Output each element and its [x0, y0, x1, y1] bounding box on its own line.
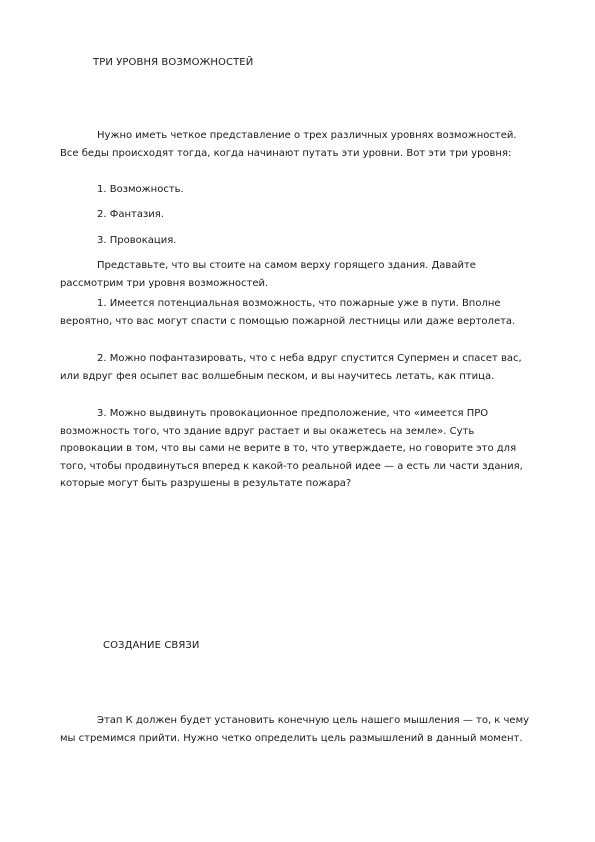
section-title-creating-connection: СОЗДАНИЕ СВЯЗИ: [103, 640, 200, 651]
level-item-2: 2. Фантазия.: [97, 209, 164, 220]
imagine-paragraph: Представьте, что вы стоите на самом верху горящего здания. Давайте рассмотрим три уровня возможностей.: [60, 260, 476, 289]
point-paragraph-1: 1. Имеется потенциальная возможность, что пожарные уже в пути. Вполне вероятно, что вас могут спасти с помощью пожарной лестницы или даже вертолета.: [60, 298, 516, 327]
level-item-3: 3. Провокация.: [97, 235, 177, 246]
intro-paragraph: Нужно иметь четкое представление о трех различных уровнях возможностей. Все беды происходят тогда, когда начинают путать эти уровни. Вот эти три уровня:: [60, 130, 517, 159]
stage-k-paragraph: Этап К должен будет установить конечную цель нашего мышления — то, к чему мы стремимся прийти. Нужно четко определить цель размышлений в данный момент.: [60, 715, 530, 744]
section-title-three-levels: ТРИ УРОВНЯ ВОЗМОЖНОСТЕЙ: [93, 57, 254, 68]
point-paragraph-3: 3. Можно выдвинуть провокационное предположение, что «имеется ПРО возможность того, что здание вдруг растает и вы окажетесь на земле». Суть провокации в том, что вы сами не верите в то, что утверждаете, но говорите это для того, чтобы продвинуться вперед к какой-то реальной идее — а есть ли части здания, которые могут быть разрушены в результате пожара?: [60, 408, 523, 489]
level-item-1: 1. Возможность.: [97, 184, 184, 195]
point-paragraph-2: 2. Можно пофантазировать, что с неба вдруг спустится Супермен и спасет вас, или вдруг фея осыпет вас волшебным песком, и вы научитесь летать, как птица.: [60, 353, 522, 382]
